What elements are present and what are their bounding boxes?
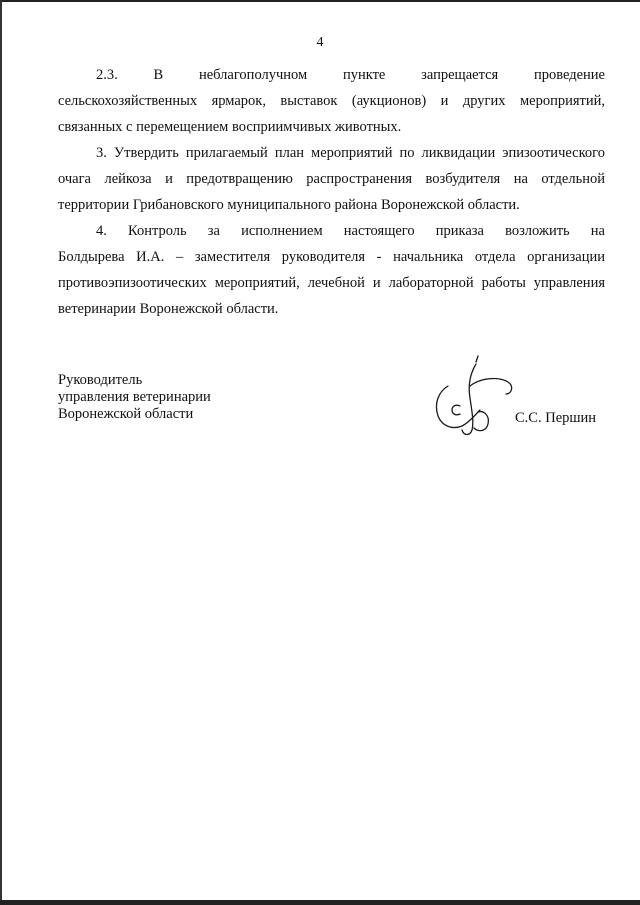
signatory-title-line: Руководитель [58,372,143,388]
paragraph-line: противоэпизоотических мероприятий, лечебной и лабораторной работы управления [58,275,605,291]
paragraph-line: очага лейкоза и предотвращению распространения возбудителя на отдельной [58,171,605,187]
paragraph-4 [58,218,605,322]
paragraph-line: сельскохозяйственных ярмарок, выставок (аукционов) и других мероприятий, [58,93,605,109]
signatory-title-line: управления ветеринарии [58,389,211,405]
paragraph-line: ветеринарии Воронежской области. [58,301,279,317]
paragraph-line: территории Грибановского муниципального района Воронежской области. [58,197,520,213]
paragraph-line: связанных с перемещением восприимчивых животных. [58,119,402,135]
scan-edge-top [0,0,640,2]
paragraph-line: 2.3. В неблагополучном пункте запрещается проведение [96,67,605,83]
paragraph-3 [58,140,605,218]
signatory-title [58,372,211,423]
page-number: 4 [316,35,324,50]
scan-edge-bottom [0,900,640,905]
signatory-title-line: Воронежской области [58,406,194,422]
scan-edge-left [0,0,2,905]
paragraph-line: 4. Контроль за исполнением настоящего приказа возложить на [96,223,605,239]
paragraph-line: 3. Утвердить прилагаемый план мероприятий по ликвидации эпизоотического [96,145,605,161]
signer-name: С.С. Першин [515,410,597,426]
handwritten-signature [418,352,518,442]
paragraph-line: Болдырева И.А. – заместителя руководителя - начальника отдела организации [58,249,605,265]
paragraph-2-3 [58,62,605,140]
